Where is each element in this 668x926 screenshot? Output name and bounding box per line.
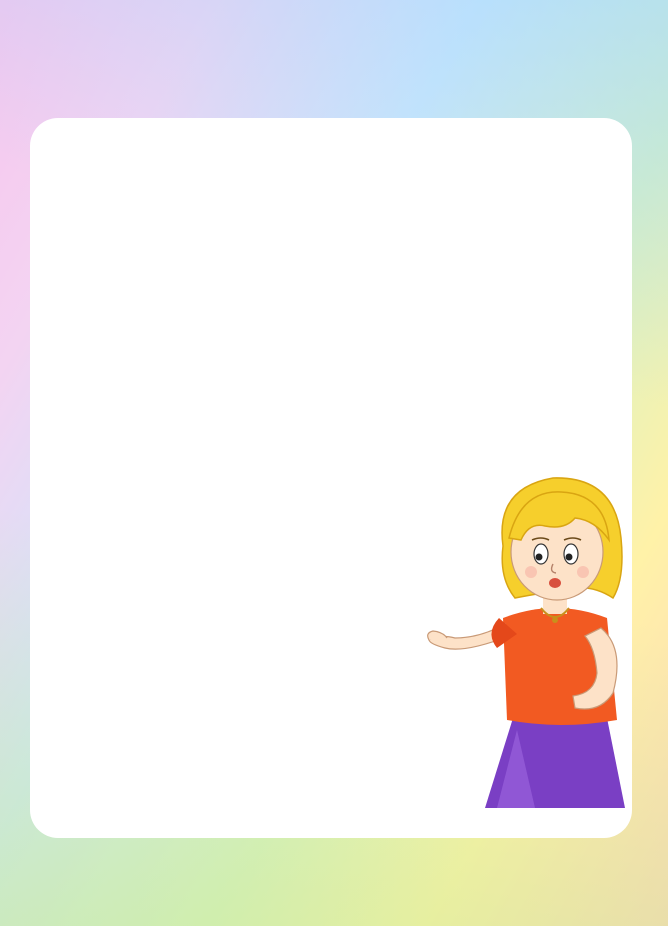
content-panel [30, 118, 632, 838]
